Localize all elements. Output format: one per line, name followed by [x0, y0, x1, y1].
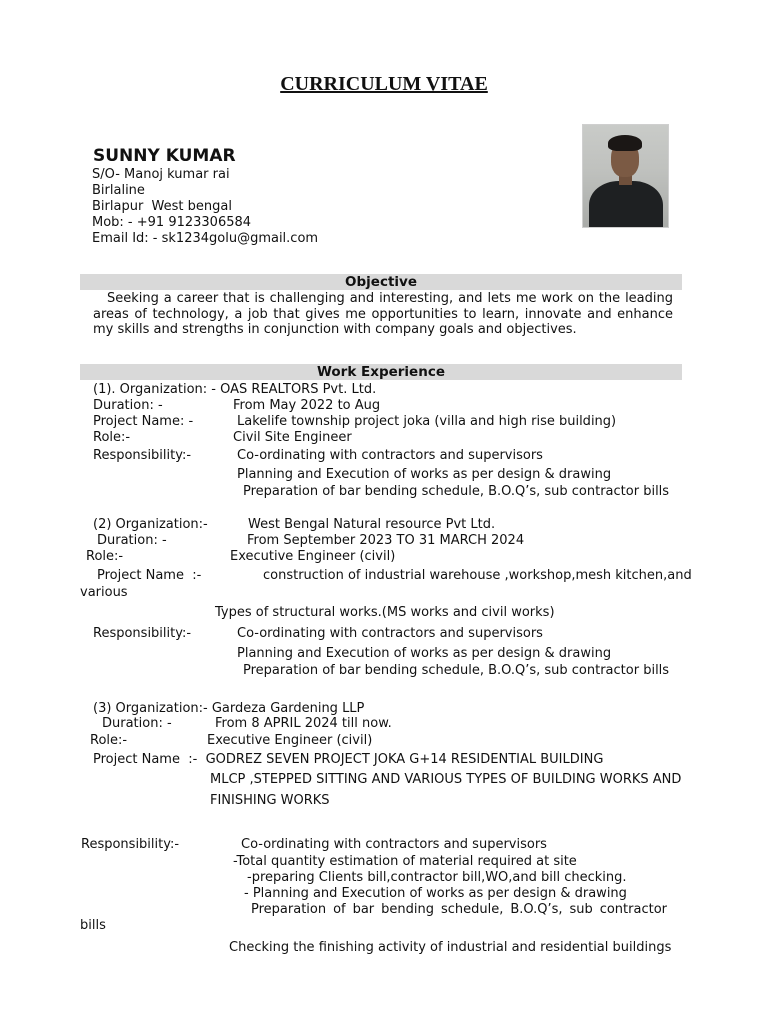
email-address: Email Id: - sk1234golu@gmail.com: [92, 231, 319, 246]
job3-responsibility-label: Responsibility:-: [81, 837, 180, 852]
job3-duration-label: Duration: -: [102, 716, 172, 731]
job1-role-value: Civil Site Engineer: [233, 430, 352, 445]
profile-photo: [582, 124, 669, 228]
job2-organization-label: (2) Organization:-: [93, 517, 208, 532]
job3-responsibility-1: Co-ordinating with contractors and supervisors: [241, 837, 547, 852]
job2-project-label: Project Name :-: [97, 568, 202, 583]
job2-project-wrap: various: [80, 585, 128, 600]
job1-responsibility-2: Planning and Execution of works as per design & drawing: [237, 467, 612, 482]
job3-role-label: Role:-: [90, 733, 128, 748]
job3-responsibility-6: Checking the finishing activity of industrial and residential buildings: [229, 940, 672, 955]
job3-project-line-3: FINISHING WORKS: [210, 793, 330, 808]
job3-duration-value: From 8 APRIL 2024 till now.: [215, 716, 392, 731]
job3-organization: (3) Organization:- Gardeza Gardening LLP: [93, 701, 365, 716]
job2-responsibility-label: Responsibility:-: [93, 626, 192, 641]
job3-project-line-2: MLCP ,STEPPED SITTING AND VARIOUS TYPES OF BUILDING WORKS AND: [210, 772, 682, 787]
job2-duration-label: Duration: -: [97, 533, 167, 548]
job2-duration-value: From September 2023 TO 31 MARCH 2024: [247, 533, 525, 548]
job2-role-label: Role:-: [86, 549, 124, 564]
job3-responsibility-5-wrap: bills: [80, 918, 106, 933]
job2-responsibility-1: Co-ordinating with contractors and supervisors: [237, 626, 543, 641]
objective-text: Seeking a career that is challenging and interesting, and lets me work on the leading areas of technology, a job that gives me opportunities to learn, innovate and enhance my skills and strengths in conjunction with company goals and objectives.: [93, 291, 673, 338]
candidate-name: SUNNY KUMAR: [93, 146, 236, 166]
job1-project-label: Project Name: -: [93, 414, 194, 429]
address-line-2: Birlapur West bengal: [92, 199, 232, 214]
job2-responsibility-2: Planning and Execution of works as per design & drawing: [237, 646, 612, 661]
job1-duration-value: From May 2022 to Aug: [233, 398, 381, 413]
job2-responsibility-3: Preparation of bar bending schedule, B.O.Q’s, sub contractor bills: [243, 663, 670, 678]
job3-role-value: Executive Engineer (civil): [207, 733, 373, 748]
job3-responsibility-2: -Total quantity estimation of material required at site: [233, 854, 577, 869]
job1-duration-label: Duration: -: [93, 398, 163, 413]
job2-role-value: Executive Engineer (civil): [230, 549, 396, 564]
job3-project: Project Name :- GODREZ SEVEN PROJECT JOKA G+14 RESIDENTIAL BUILDING: [93, 752, 604, 767]
job2-project-value: construction of industrial warehouse ,workshop,mesh kitchen,and: [263, 568, 692, 583]
job2-organization-value: West Bengal Natural resource Pvt Ltd.: [248, 517, 496, 532]
job3-responsibility-4: - Planning and Execution of works as per design & drawing: [244, 886, 627, 901]
job1-responsibility-label: Responsibility:-: [93, 448, 192, 463]
job1-responsibility-3: Preparation of bar bending schedule, B.O.Q’s, sub contractor bills: [243, 484, 670, 499]
job1-project-value: Lakelife township project joka (villa and high rise building): [237, 414, 617, 429]
work-experience-heading: Work Experience: [80, 364, 682, 380]
mobile-number: Mob: - +91 9123306584: [92, 215, 252, 230]
job2-project-line-2: Types of structural works.(MS works and civil works): [215, 605, 555, 620]
job1-role-label: Role:-: [93, 430, 131, 445]
job1-organization: (1). Organization: - OAS REALTORS Pvt. Ltd.: [93, 382, 377, 397]
address-line-1: Birlaline: [92, 183, 145, 198]
father-name: S/O- Manoj kumar rai: [92, 167, 230, 182]
document-title: CURRICULUM VITAE: [280, 73, 488, 95]
objective-heading: Objective: [80, 274, 682, 290]
job3-responsibility-5: Preparation of bar bending schedule, B.O.Q’s, sub contractor: [251, 902, 667, 917]
job3-responsibility-3: -preparing Clients bill,contractor bill,WO,and bill checking.: [247, 870, 627, 885]
job1-responsibility-1: Co-ordinating with contractors and supervisors: [237, 448, 543, 463]
